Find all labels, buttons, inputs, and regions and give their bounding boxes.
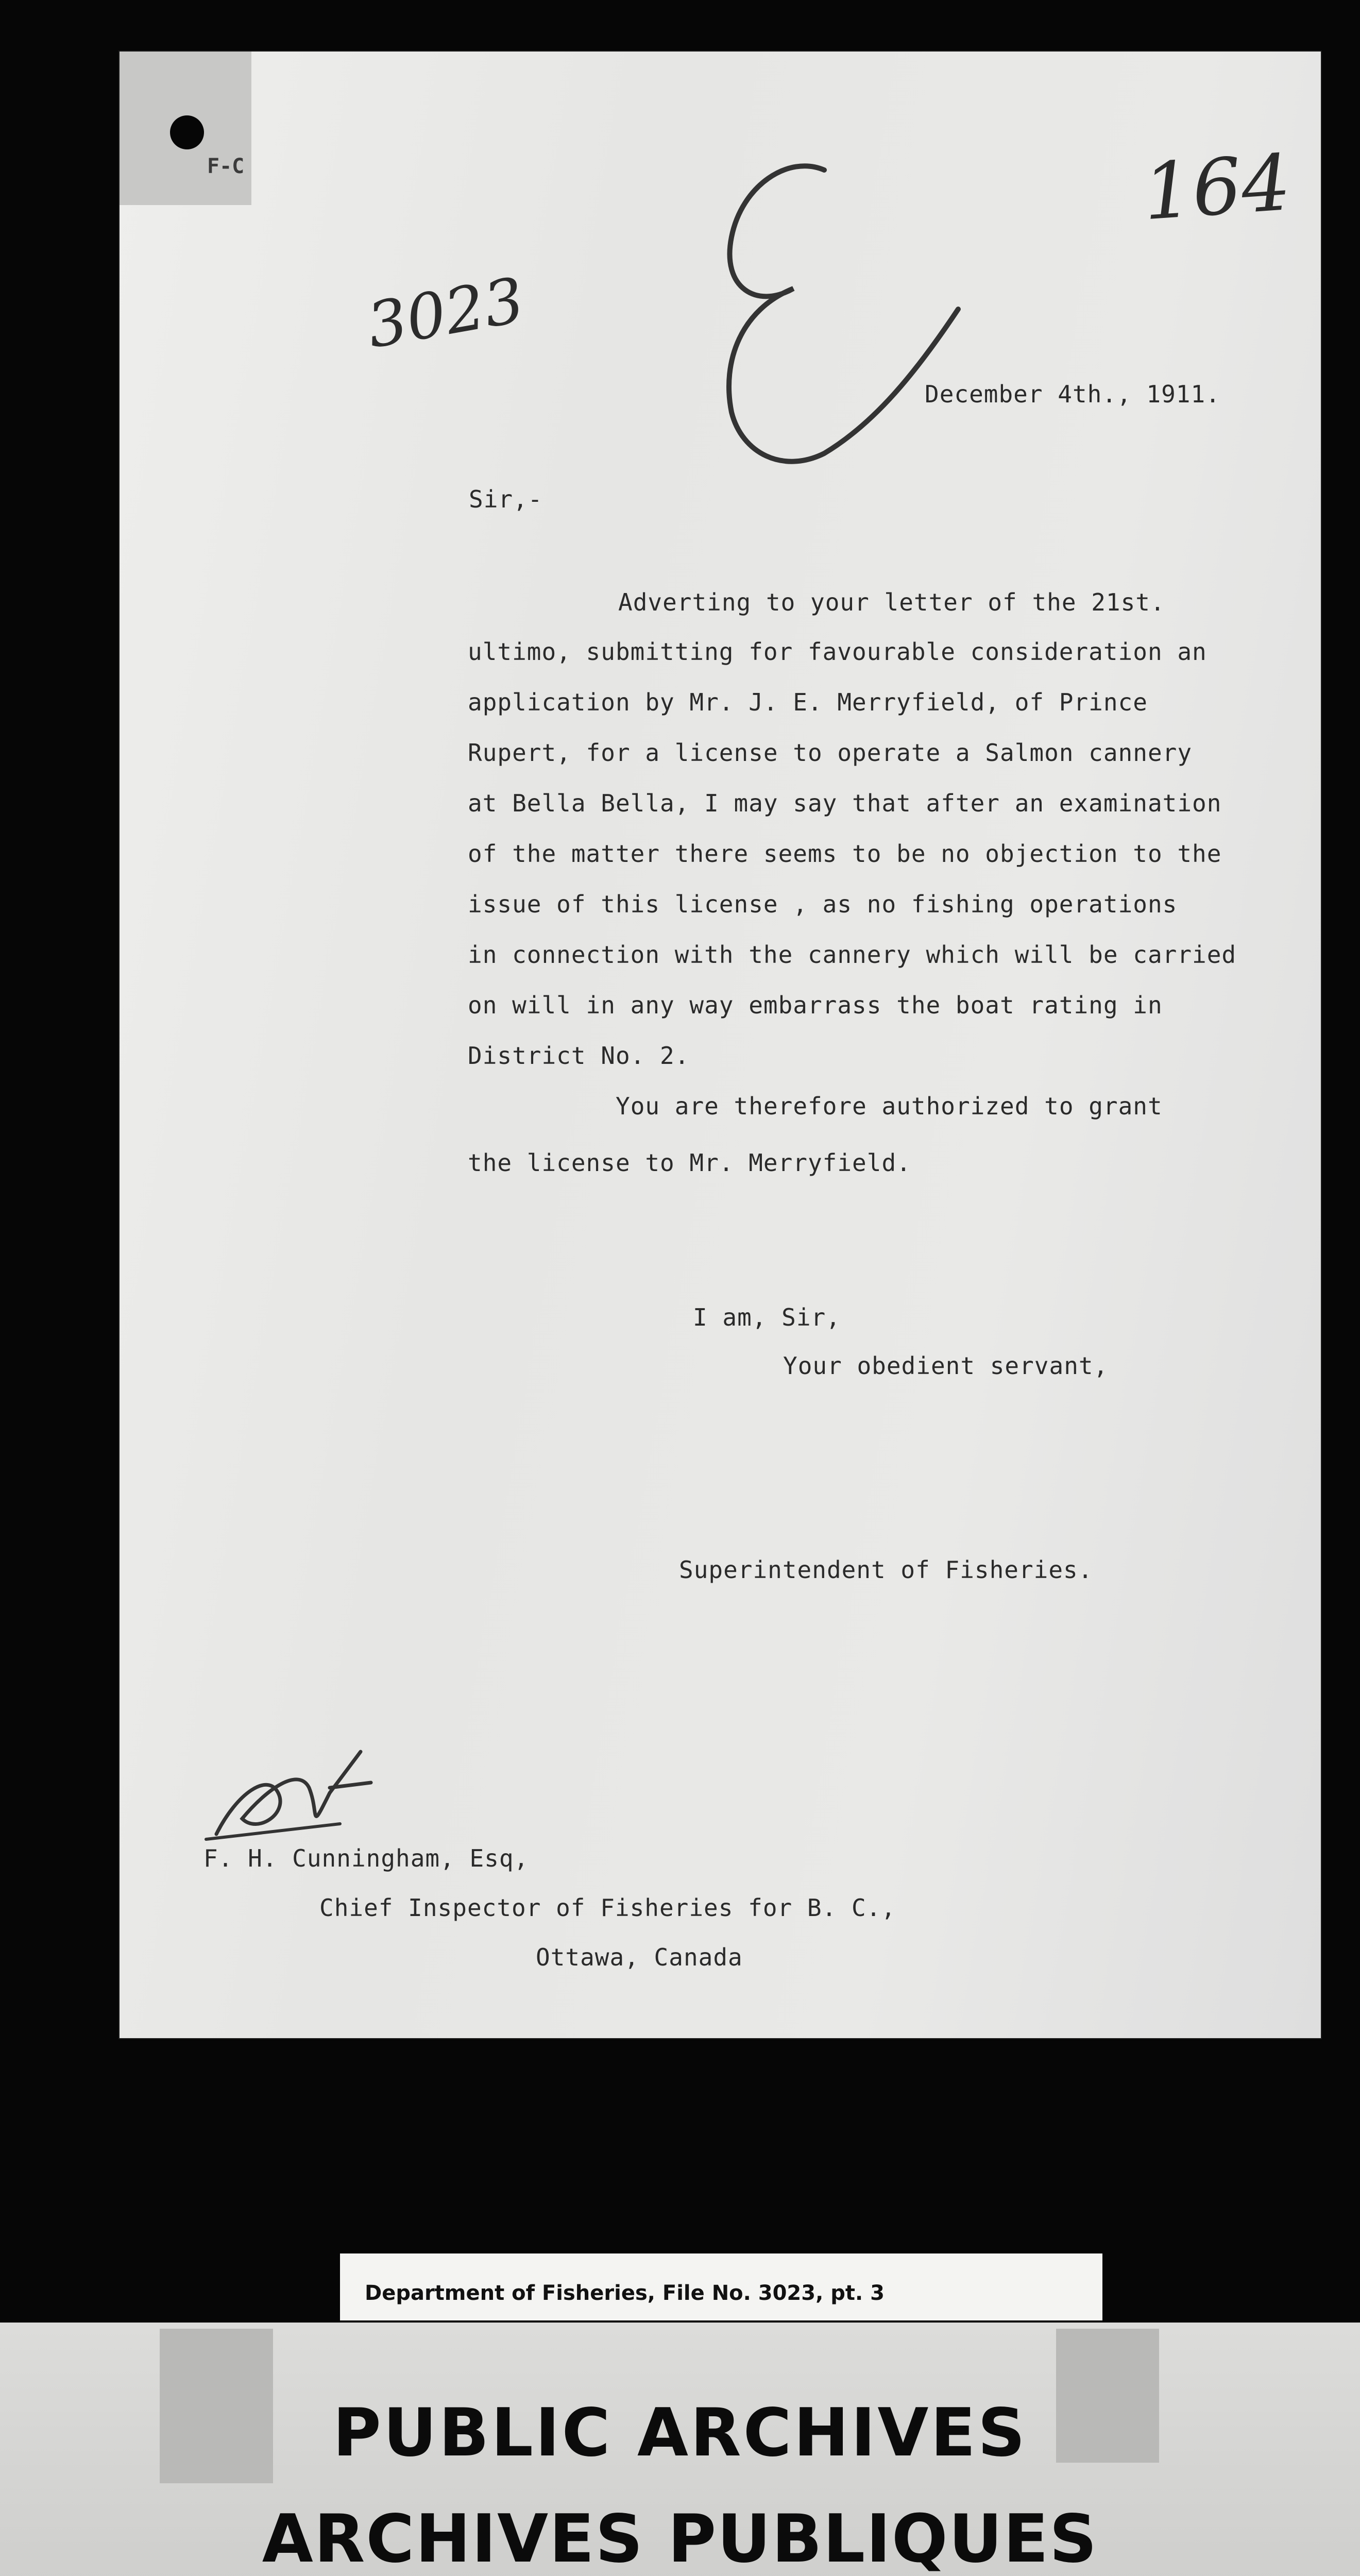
body-line: Adverting to your letter of the 21st.	[618, 588, 1165, 616]
body-line: You are therefore authorized to grant	[616, 1092, 1163, 1120]
closing-line: Your obedient servant,	[783, 1352, 1109, 1380]
body-line: on will in any way embarrass the boat rating in	[468, 991, 1163, 1019]
body-line: at Bella Bella, I may say that after an examination	[468, 789, 1222, 817]
body-line: of the matter there seems to be no objection to the	[468, 840, 1222, 868]
signature-title: Superintendent of Fisheries.	[679, 1556, 1093, 1584]
tab-label: F-C	[207, 155, 245, 178]
body-line: ultimo, submitting for favourable consideration an	[468, 638, 1207, 666]
body-line: in connection with the cannery which will be carried	[468, 941, 1237, 969]
stamp-line-2: ARCHIVES PUBLIQUES	[262, 2501, 1098, 2576]
addressee-line: Ottawa, Canada	[536, 1943, 743, 1971]
date-line: December 4th., 1911.	[925, 380, 1220, 408]
body-line: application by Mr. J. E. Merryfield, of Prince	[468, 688, 1148, 716]
closing-line: I am, Sir,	[693, 1303, 841, 1331]
body-line: issue of this license , as no fishing operations	[468, 890, 1178, 918]
body-line: Rupert, for a license to operate a Salmon cannery	[468, 739, 1193, 767]
addressee-line: Chief Inspector of Fisheries for B. C.,	[319, 1894, 896, 1922]
salutation: Sir,-	[469, 485, 543, 513]
stamp-line-1: PUBLIC ARCHIVES	[333, 2395, 1027, 2471]
page-number: 164	[1140, 138, 1294, 238]
body-line: District No. 2.	[468, 1042, 690, 1070]
handwritten-e	[729, 166, 958, 461]
body-line: the license to Mr. Merryfield.	[468, 1149, 911, 1177]
file-note: 3023	[362, 264, 530, 363]
initials-mark	[216, 1752, 371, 1834]
archive-label: Department of Fisheries, File No. 3023, pt. 3	[365, 2281, 885, 2305]
addressee-line: F. H. Cunningham, Esq,	[203, 1844, 529, 1872]
